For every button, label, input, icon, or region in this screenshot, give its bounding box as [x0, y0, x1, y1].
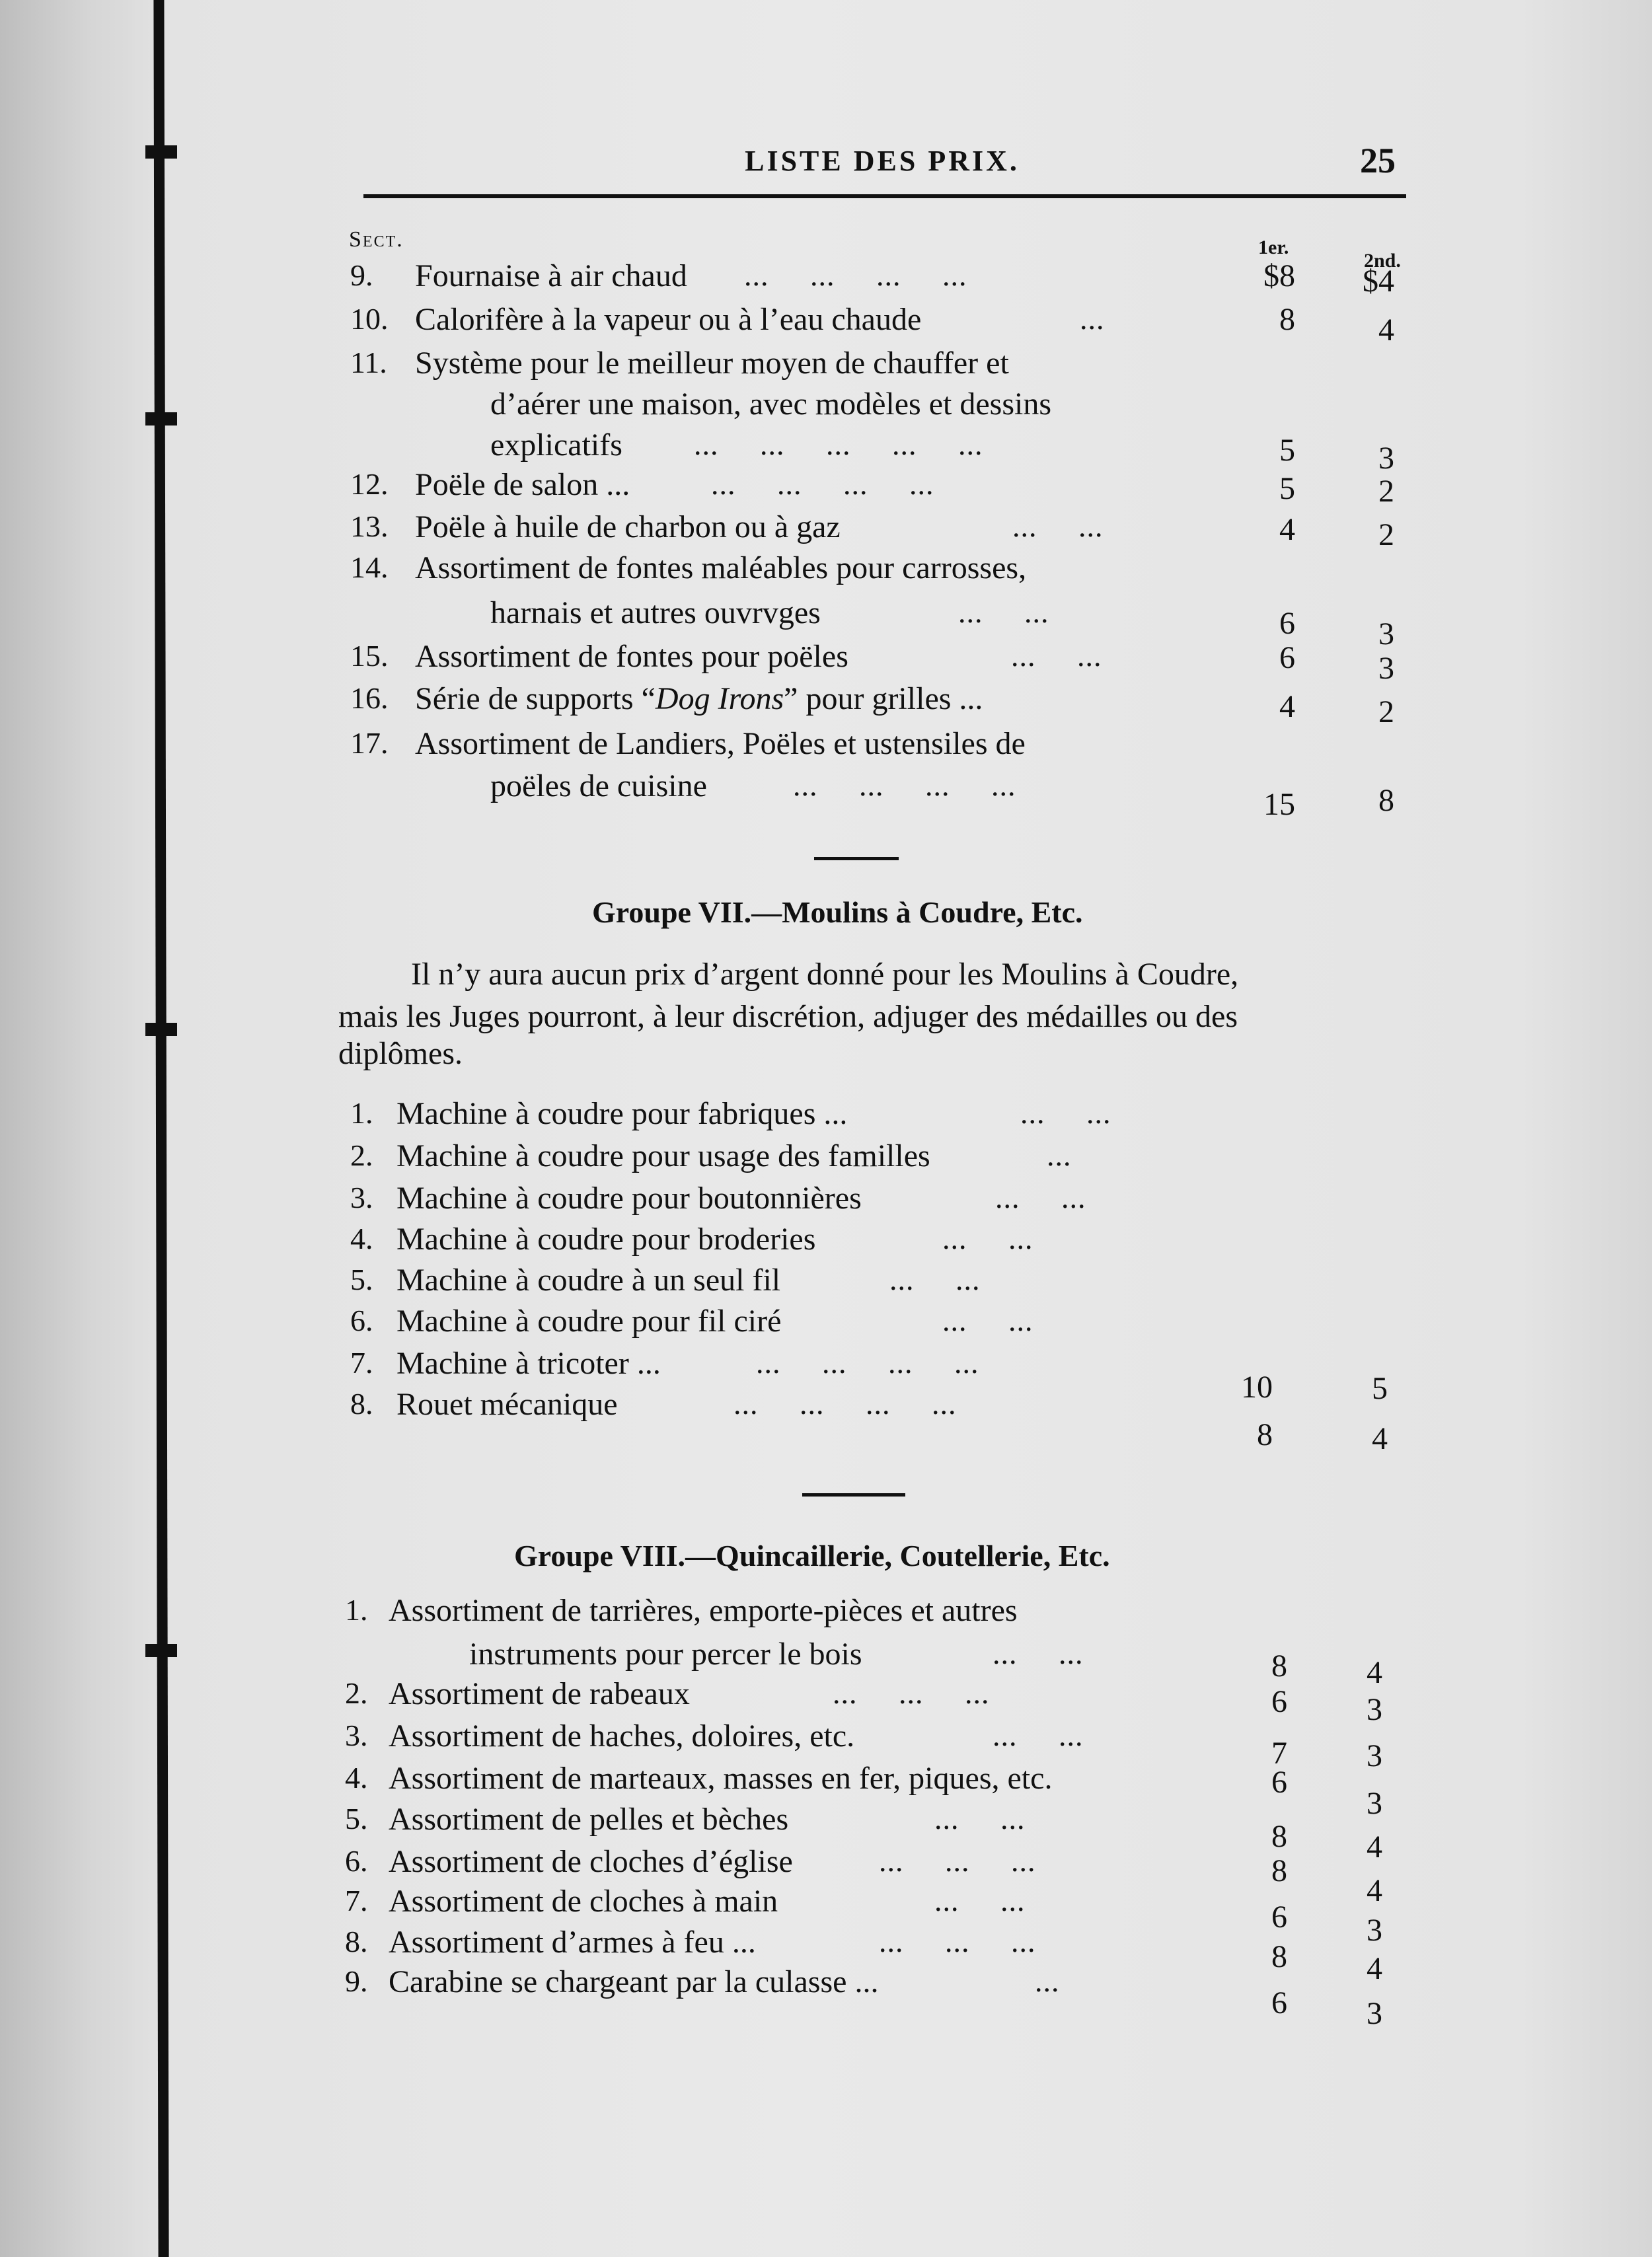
binding-stitch: [145, 1023, 177, 1036]
first-prize-value: $8: [1263, 258, 1295, 293]
item-number: 4.: [350, 1222, 373, 1255]
second-prize-value: 4: [1367, 1655, 1382, 1690]
item-number: 7.: [345, 1884, 368, 1917]
first-prize-value: 8: [1271, 1819, 1287, 1854]
item-number: 10.: [350, 302, 389, 336]
first-prize-value: 6: [1279, 606, 1295, 641]
item-label-part: Série de supports “: [415, 681, 656, 716]
item-label: Machine à coudre pour boutonnières: [396, 1181, 862, 1216]
item-label-part: ” pour grilles ...: [784, 681, 983, 716]
leader-dots: ... ... ...: [879, 1925, 1036, 1958]
first-prize-value: 8: [1271, 1939, 1287, 1974]
second-prize-value: 3: [1367, 1786, 1382, 1821]
item-label: Assortiment de haches, doloires, etc.: [389, 1719, 855, 1754]
first-prize-value: 4: [1279, 512, 1295, 547]
list-item: [0, 1592, 1652, 1635]
item-number: 13.: [350, 509, 389, 543]
item-number: 3.: [350, 1181, 373, 1214]
item-label: Assortiment de Landiers, Poëles et ustensiles de: [415, 726, 1026, 761]
list-item: [0, 1964, 1652, 2031]
item-label: explicatifs: [490, 427, 622, 462]
leader-dots: ... ...: [993, 1637, 1084, 1670]
item-label: Machine à coudre à un seul fil: [396, 1263, 781, 1298]
item-label: Assortiment de fontes maléables pour carrosses,: [415, 550, 1027, 585]
item-number: 16.: [350, 681, 389, 715]
group7-note-line: Il n’y aura aucun prix d’argent donné pour les Moulins à Coudre,: [411, 957, 1239, 992]
item-label: Machine à coudre pour broderies: [396, 1222, 816, 1257]
leader-dots: ... ...: [942, 1304, 1033, 1337]
group8-heading: Groupe VIII.—Quincaillerie, Coutellerie, Etc.: [514, 1539, 1110, 1572]
second-prize-value: 8: [1378, 783, 1394, 818]
list-item: [0, 595, 1652, 651]
item-label: Assortiment de tarrières, emporte-pièces et autres: [389, 1593, 1018, 1628]
second-prize-value: 2: [1378, 474, 1394, 509]
item-label: Système pour le meilleur moyen de chauffer et: [415, 346, 1009, 381]
item-number: 4.: [345, 1761, 368, 1794]
leader-dots: ... ...: [934, 1802, 1026, 1835]
leader-dots: ... ...: [1011, 639, 1102, 673]
group7-note-line: mais les Juges pourront, à leur discrétion, adjuger des médailles ou des: [338, 999, 1238, 1034]
item-number: 2.: [345, 1676, 368, 1710]
group7-note-line: diplômes.: [338, 1036, 463, 1071]
item-label: Assortiment de cloches à main: [389, 1884, 778, 1919]
item-label: d’aérer une maison, avec modèles et dessins: [490, 387, 1052, 422]
first-prize-value: 10: [1241, 1370, 1273, 1405]
item-number: 14.: [350, 550, 389, 584]
item-number: 5.: [345, 1802, 368, 1835]
list-item: [0, 1262, 1652, 1304]
item-label: Poële à huile de charbon ou à gaz: [415, 509, 841, 544]
list-item: [0, 1138, 1652, 1180]
item-label: Assortiment de rabeaux: [389, 1676, 690, 1711]
item-label: Assortiment d’armes à feu ...: [389, 1925, 756, 1960]
item-label: Machine à coudre pour usage des familles: [396, 1138, 930, 1173]
first-prize-value: 5: [1279, 471, 1295, 506]
second-prize-value: $4: [1363, 264, 1394, 299]
list-item: [0, 681, 1652, 729]
leader-dots: ... ...: [942, 1222, 1033, 1255]
first-prize-value: 6: [1271, 1765, 1287, 1800]
item-number: 1.: [345, 1593, 368, 1627]
first-prize-value: 8: [1279, 302, 1295, 337]
item-label: harnais et autres ouvrvges: [490, 595, 821, 630]
item-number: 1.: [350, 1096, 373, 1130]
leader-dots: ... ...: [889, 1263, 981, 1296]
list-item: [0, 725, 1652, 768]
item-number: 9.: [350, 258, 373, 292]
list-item: [0, 301, 1652, 348]
item-number: 5.: [350, 1263, 373, 1296]
leader-dots: ... ...: [1012, 509, 1104, 543]
second-prize-value: 2: [1378, 517, 1394, 552]
item-number: 3.: [345, 1719, 368, 1752]
list-item: [0, 466, 1652, 509]
second-prize-value: 5: [1372, 1371, 1388, 1406]
header-rule: [363, 194, 1406, 198]
item-label: Machine à coudre pour fabriques ...: [396, 1096, 848, 1131]
list-item: [0, 258, 1652, 300]
item-label: Calorifère à la vapeur ou à l’eau chaude: [415, 302, 922, 337]
list-item: [0, 509, 1652, 551]
list-item: [0, 345, 1652, 387]
item-label: Machine à tricoter ...: [396, 1346, 661, 1381]
item-number: 11.: [350, 346, 387, 379]
first-prize-value: 6: [1271, 1684, 1287, 1719]
second-prize-value: 4: [1367, 1830, 1382, 1865]
binding-stitch: [145, 145, 177, 159]
second-prize-value: 3: [1367, 1913, 1382, 1948]
leader-dots: ... ... ...: [833, 1676, 990, 1710]
item-label: [415, 681, 983, 717]
leader-dots: ... ...: [1020, 1096, 1111, 1130]
list-item: [0, 638, 1652, 686]
list-item: [0, 386, 1652, 428]
second-prize-value: 3: [1378, 651, 1394, 686]
item-number: 12.: [350, 467, 389, 501]
item-label: Assortiment de cloches d’église: [389, 1844, 793, 1879]
item-label: instruments pour percer le bois: [469, 1637, 862, 1672]
item-number: 7.: [350, 1346, 373, 1380]
second-prize-value: 3: [1378, 616, 1394, 651]
leader-dots: ...: [1080, 302, 1105, 336]
second-prize-value: 3: [1367, 1692, 1382, 1727]
first-prize-value: 6: [1271, 1985, 1287, 2020]
first-prize-value: 15: [1263, 787, 1295, 822]
first-prize-value: 8: [1271, 1853, 1287, 1888]
leader-dots: ... ...: [958, 595, 1049, 629]
item-number: 6.: [350, 1304, 373, 1337]
item-number: 9.: [345, 1964, 368, 1998]
leader-dots: ... ... ...: [879, 1844, 1036, 1878]
leader-dots: ... ... ... ...: [744, 258, 967, 292]
second-prize-value: 4: [1367, 1873, 1382, 1908]
first-prize-value: 8: [1257, 1417, 1273, 1452]
running-head: LISTE DES PRIX.: [745, 145, 1020, 177]
second-prize-value: 4: [1378, 313, 1394, 348]
section-divider: [814, 857, 899, 860]
item-number: 6.: [345, 1844, 368, 1878]
item-label: Machine à coudre pour fil ciré: [396, 1304, 782, 1339]
item-label-italic: Dog Irons: [655, 681, 784, 716]
item-label: Assortiment de pelles et bèches: [389, 1802, 789, 1837]
item-label: Fournaise à air chaud: [415, 258, 687, 293]
first-prize-value: 8: [1271, 1648, 1287, 1684]
second-prize-value: 4: [1367, 1951, 1382, 1986]
leader-dots: ... ... ... ...: [793, 768, 1016, 802]
list-item: [0, 1386, 1652, 1456]
list-item: [0, 1095, 1652, 1138]
leader-dots: ...: [1035, 1964, 1060, 1998]
second-prize-value: 3: [1367, 1738, 1382, 1773]
item-label: Poële de salon ...: [415, 467, 630, 502]
item-label: Assortiment de fontes pour poëles: [415, 639, 848, 674]
list-item: [0, 1636, 1652, 1690]
item-number: 2.: [350, 1138, 373, 1172]
list-item: [0, 1221, 1652, 1263]
leader-dots: ... ... ... ...: [756, 1346, 979, 1380]
leader-dots: ... ... ... ... ...: [694, 427, 983, 461]
section-divider: [802, 1493, 905, 1497]
sect-column-label: Sect.: [349, 227, 404, 252]
item-number: 8.: [350, 1387, 373, 1421]
first-prize-value: 6: [1279, 640, 1295, 675]
second-prize-column-label: 2nd.: [1364, 250, 1401, 272]
leader-dots: ... ...: [993, 1719, 1084, 1752]
group7-heading: Groupe VII.—Moulins à Coudre, Etc.: [592, 895, 1083, 929]
item-label: Assortiment de marteaux, masses en fer, piques, etc.: [389, 1761, 1053, 1796]
second-prize-value: 4: [1372, 1421, 1388, 1456]
list-item: [0, 1676, 1652, 1727]
first-prize-value: 7: [1271, 1736, 1287, 1771]
item-label: poëles de cuisine: [490, 768, 707, 803]
leader-dots: ...: [1047, 1138, 1072, 1172]
item-label: Carabine se chargeant par la culasse ...: [389, 1964, 879, 1999]
item-number: 17.: [350, 726, 389, 760]
first-prize-value: 6: [1271, 1900, 1287, 1935]
first-prize-value: 5: [1279, 433, 1295, 468]
leader-dots: ... ...: [934, 1884, 1026, 1917]
list-item: [0, 550, 1652, 592]
item-number: 15.: [350, 639, 389, 673]
list-item: [0, 768, 1652, 822]
second-prize-value: 3: [1367, 1996, 1382, 2031]
list-item: [0, 1180, 1652, 1222]
leader-dots: ... ... ... ...: [733, 1387, 957, 1421]
first-prize-value: 4: [1279, 689, 1295, 724]
first-prize-column-label: 1er.: [1258, 237, 1289, 258]
leader-dots: ... ... ... ...: [711, 467, 934, 501]
list-item: [0, 1303, 1652, 1345]
list-item: [0, 427, 1652, 476]
page-number: 25: [1360, 141, 1396, 180]
item-number: 8.: [345, 1925, 368, 1958]
leader-dots: ... ...: [995, 1181, 1086, 1214]
item-label: Rouet mécanique: [396, 1387, 618, 1422]
second-prize-value: 2: [1378, 694, 1394, 729]
list-item: [0, 1718, 1652, 1773]
second-prize-value: 3: [1378, 441, 1394, 476]
